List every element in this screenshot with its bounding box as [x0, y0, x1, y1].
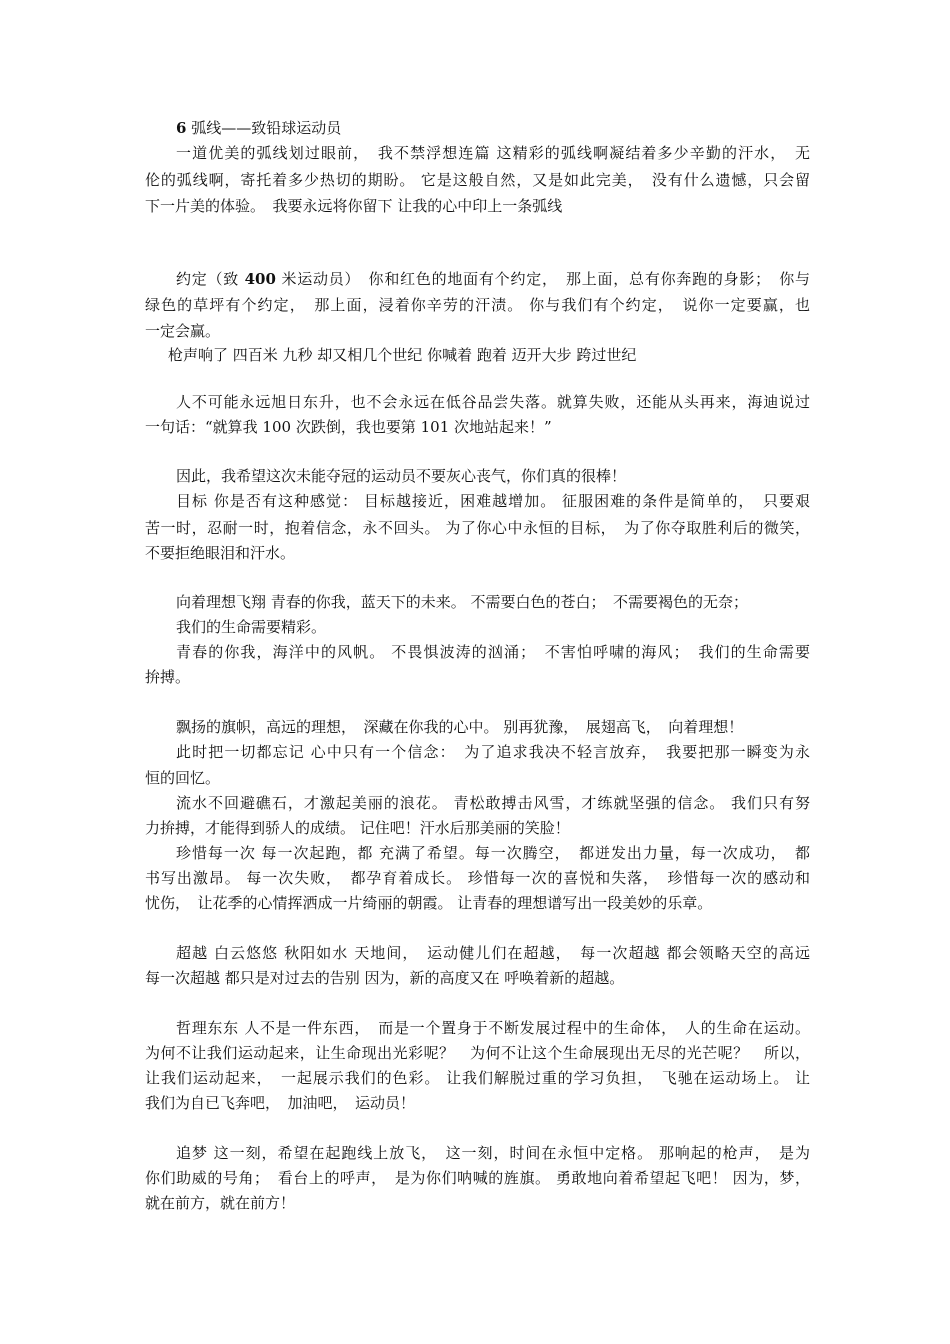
text-line: 目标 你是否有这种感觉： 目标越接近，困难越增加。 征服困难的条件是简单的， 只要艰 — [176, 492, 810, 510]
text-line: 追梦 这一刻，希望在起跑线上放飞， 这一刻，时间在永恒中定格。 那响起的枪声， 是为 — [176, 1144, 810, 1162]
text-line: 因此，我希望这次未能夺冠的运动员不要灰心丧气，你们真的很棒！ — [176, 467, 627, 485]
text-line: 哲理东东 人不是一件东西， 而是一个置身于不断发展过程中的生命体， 人的生命在运动。 — [176, 1019, 810, 1037]
text-line: 此时把一切都忘记 心中只有一个信念： 为了追求我决不轻言放弃， 我要把那一瞬变为永 — [176, 743, 810, 761]
text-line: 你们助威的号角； 看台上的呼声， 是为你们呐喊的旌旗。 勇敢地向着希望起飞吧！ 因为，梦， — [145, 1169, 810, 1187]
text-line: 力拚搏，才能得到骄人的成绩。 记住吧！汗水后那美丽的笑脸！ — [145, 819, 570, 837]
text-fragment: 约定（致 — [176, 270, 240, 288]
text-line: 苦一时，忍耐一时，抱着信念，永不回头。 为了你心中永恒的目标， 为了你夺取胜利后的微笑， — [145, 519, 810, 537]
text-line: 我们的生命需要精彩。 — [176, 618, 327, 636]
text-line: 一道优美的弧线划过眼前， 我不禁浮想连篇 这精彩的弧线啊凝结着多少辛勤的汗水， 无 — [176, 144, 810, 162]
text-line: 伦的弧线啊，寄托着多少热切的期盼。 它是这般自然，又是如此完美， 没有什么遗憾，只会留 — [145, 171, 810, 189]
text-line: 每一次超越 都只是对过去的告别 因为，新的高度又在 呼唤着新的超越。 — [145, 969, 625, 987]
text-line: 一定会赢。 — [145, 322, 221, 340]
text-line: 向着理想飞翔 青春的你我，蓝天下的未来。 不需要白色的苍白； 不需要褐色的无奈； — [176, 593, 749, 611]
text-fragment-bold: 400 — [244, 270, 276, 288]
title-text: 弧线——致铅球运动员 — [191, 119, 342, 137]
poem-title — [176, 118, 810, 140]
text-line: 就在前方，就在前方！ — [145, 1194, 296, 1212]
text-line: 拚搏。 — [145, 668, 191, 686]
text-line: 绿色的草坪有个约定， 那上面，浸着你辛劳的汗渍。 你与我们有个约定， 说你一定要赢，也 — [145, 296, 810, 314]
text-line: 一句话：“就算我 100 次跌倒，我也要第 101 次地站起来！” — [145, 418, 552, 436]
text-line: 珍惜每一次 每一次起跑，都 充满了希望。每一次腾空， 都迸发出力量，每一次成功， 都 — [176, 844, 810, 862]
text-line: 枪声响了 四百米 九秒 却又相几个世纪 你喊着 跑着 迈开大步 跨过世纪 — [168, 346, 637, 364]
text-line: 人不可能永远旭日东升，也不会永远在低谷品尝失落。就算失败，还能从头再来，海迪说过 — [176, 393, 810, 411]
text-line: 不要拒绝眼泪和汗水。 — [145, 544, 296, 562]
text-line: 飘扬的旗帜，高远的理想， 深藏在你我的心中。 别再犹豫， 展翅高飞， 向着理想！ — [176, 718, 744, 736]
text-line — [176, 269, 810, 291]
text-line: 流水不回避礁石，才激起美丽的浪花。 青松敢搏击风雪，才练就坚强的信念。 我们只有努 — [176, 794, 810, 812]
text-line: 下一片美的体验。 我要永远将你留下 让我的心中印上一条弧线 — [145, 197, 563, 215]
text-line: 青春的你我，海洋中的风帆。 不畏惧波涛的汹涌； 不害怕呼啸的海风； 我们的生命需要 — [176, 643, 810, 661]
text-line: 书写出激昂。 每一次失败， 都孕育着成长。 珍惜每一次的喜悦和失落， 珍惜每一次的感动和 — [145, 869, 810, 887]
text-line: 超越 白云悠悠 秋阳如水 天地间， 运动健儿们在超越， 每一次超越 都会领略天空的高远 — [176, 944, 810, 962]
text-line: 恒的回忆。 — [145, 769, 221, 787]
text-line: 为何不让我们运动起来，让生命现出光彩呢？ 为何不让这个生命展现出无尽的光芒呢？ 所以， — [145, 1044, 810, 1062]
text-line: 忧伤， 让花季的心情挥洒成一片绮丽的朝霞。 让青春的理想谱写出一段美妙的乐章。 — [145, 894, 713, 912]
title-number: 6 — [176, 119, 187, 137]
text-line: 我们为自已飞奔吧， 加油吧， 运动员！ — [145, 1094, 416, 1112]
text-fragment: 米运动员） 你和红色的地面有个约定， 那上面，总有你奔跑的身影； 你与 — [281, 270, 810, 288]
text-line: 让我们运动起来， 一起展示我们的色彩。 让我们解脱过重的学习负担， 飞驰在运动场上。 让 — [145, 1069, 810, 1087]
